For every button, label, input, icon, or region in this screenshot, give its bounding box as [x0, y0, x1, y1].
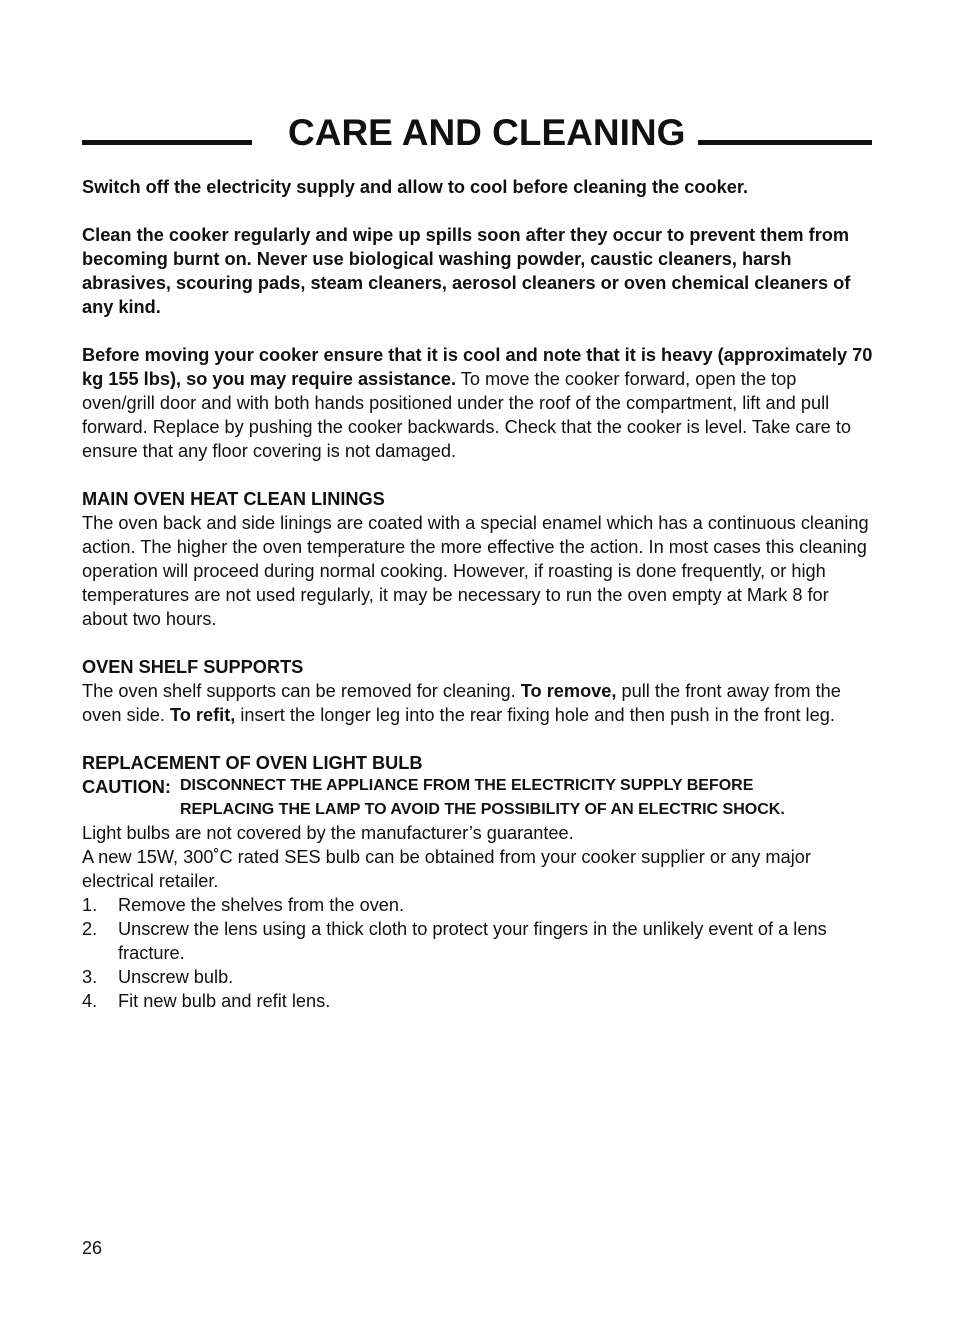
- title-row: [82, 110, 872, 160]
- supports-text2: pull the front away from the oven side.: [82, 681, 841, 725]
- page-title: CARE AND CLEANING: [288, 112, 686, 153]
- linings-text: The oven back and side linings are coated with a special enamel which has a continuous cleaning action. The higher the oven temperature the more effective the action. In most cases this cleaning operation will proceed during normal cooking. However, if roasting is done frequently, or high temperatures are not used regularly, it may be necessary to run the oven empty at Mark 8 for about two hours.: [82, 513, 869, 629]
- step-text: Unscrew bulb.: [118, 967, 234, 987]
- moving-bold: Before moving your cooker ensure that it is cool and note that it is heavy (approximately 70 kg 155 lbs), so you may require assistance.: [82, 345, 873, 389]
- step-number: 2.: [82, 919, 98, 939]
- list-item: [82, 965, 874, 989]
- list-item: [82, 893, 874, 917]
- bulb-heading: REPLACEMENT OF OVEN LIGHT BULB: [82, 753, 423, 773]
- supports-heading: OVEN SHELF SUPPORTS: [82, 657, 304, 677]
- step-number: 1.: [82, 895, 98, 915]
- caution-block: [82, 775, 874, 821]
- step-text: Remove the shelves from the oven.: [118, 895, 405, 915]
- step-number: 3.: [82, 967, 98, 987]
- caution-label: CAUTION:: [82, 777, 171, 797]
- caution-line-2: REPLACING THE LAMP TO AVOID THE POSSIBILITY OF AN ELECTRIC SHOCK.: [180, 801, 785, 818]
- supports-text3: insert the longer leg into the rear fixing hole and then push in the front leg.: [235, 705, 835, 725]
- linings-heading: MAIN OVEN HEAT CLEAN LININGS: [82, 489, 385, 509]
- intro-cleaning: Clean the cooker regularly and wipe up spills soon after they occur to prevent them from becoming burnt on. Never use biological washing powder, caustic cleaners, harsh abrasives, scouring pads, steam cleaners, aerosol cleaners or oven chemical cleaners of any kind.: [82, 225, 851, 317]
- list-item: [82, 989, 874, 1013]
- moving-paragraph: [82, 343, 874, 463]
- step-number: 4.: [82, 991, 98, 1011]
- step-text: Unscrew the lens using a thick cloth to protect your fingers in the unlikely event of a lens fracture.: [118, 919, 827, 963]
- moving-text: To move the cooker forward, open the top oven/grill door and with both hands positioned under the roof of the compartment, lift and pull forward. Replace by pushing the cooker backwards. Check that the cooker is level. Take care to ensure that any floor covering is not damaged.: [82, 369, 851, 461]
- intro-warning: Switch off the electricity supply and allow to cool before cleaning the cooker.: [82, 177, 748, 197]
- supports-bold2: To refit,: [169, 705, 236, 725]
- content: [82, 175, 874, 1013]
- step-text: Fit new bulb and refit lens.: [118, 991, 331, 1011]
- title-rule-left: [82, 140, 252, 145]
- caution-line-1: DISCONNECT THE APPLIANCE FROM THE ELECTRICITY SUPPLY BEFORE: [180, 777, 754, 794]
- supports-paragraph: [82, 679, 874, 727]
- steps-list: [82, 893, 874, 1013]
- guarantee-text: Light bulbs are not covered by the manufacturer’s guarantee.: [82, 823, 574, 843]
- new-bulb-text: A new 15W, 300˚C rated SES bulb can be obtained from your cooker supplier or any major electrical retailer.: [82, 847, 811, 891]
- supports-bold1: To remove,: [520, 681, 617, 701]
- page-number: 26: [82, 1238, 103, 1258]
- list-item: [82, 917, 874, 965]
- supports-text1: The oven shelf supports can be removed for cleaning.: [82, 681, 521, 701]
- title-rule-right: [698, 140, 872, 145]
